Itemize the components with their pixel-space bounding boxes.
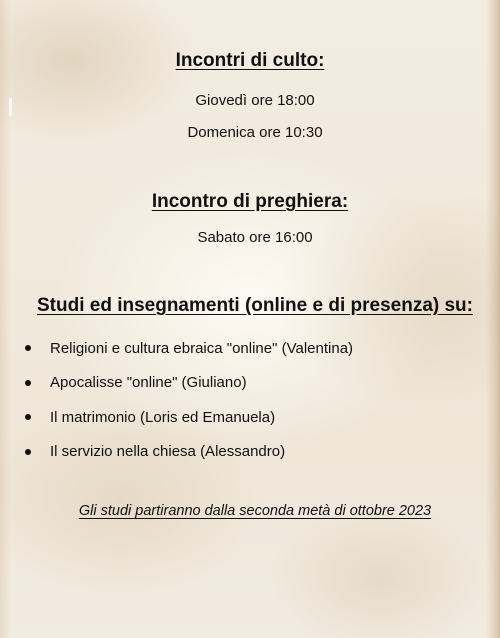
list-item [22,366,353,401]
list-item-label: Religioni e cultura ebraica "online" (Valentina) [50,339,354,357]
list-item-label: Apocalisse "online" (Giuliano) [50,374,247,392]
studi-list [22,331,353,469]
culto-time-thursday: Giovedì ore 18:00 [195,92,315,109]
list-item-label: Il matrimonio (Loris ed Emanuela) [50,408,276,426]
list-item-label: Il servizio nella chiesa (Alessandro) [50,443,286,461]
bullet-icon [25,414,31,420]
preghiera-time-saturday: Sabato ore 16:00 [197,229,313,246]
list-item [22,331,353,366]
culto-time-sunday: Domenica ore 10:30 [187,124,323,141]
bullet-icon [25,380,31,386]
bullet-icon [25,449,31,455]
start-date-note: Gli studi partiranno dalla seconda metà di ottobre 2023 [78,503,432,519]
list-item [22,400,353,435]
studi-heading: Studi ed insegnamenti (online e di presenza) su: [36,295,473,316]
culto-heading: Incontri di culto: [175,50,325,71]
preghiera-heading: Incontro di preghiera: [151,191,349,212]
bullet-icon [25,345,31,351]
list-item [22,435,353,470]
